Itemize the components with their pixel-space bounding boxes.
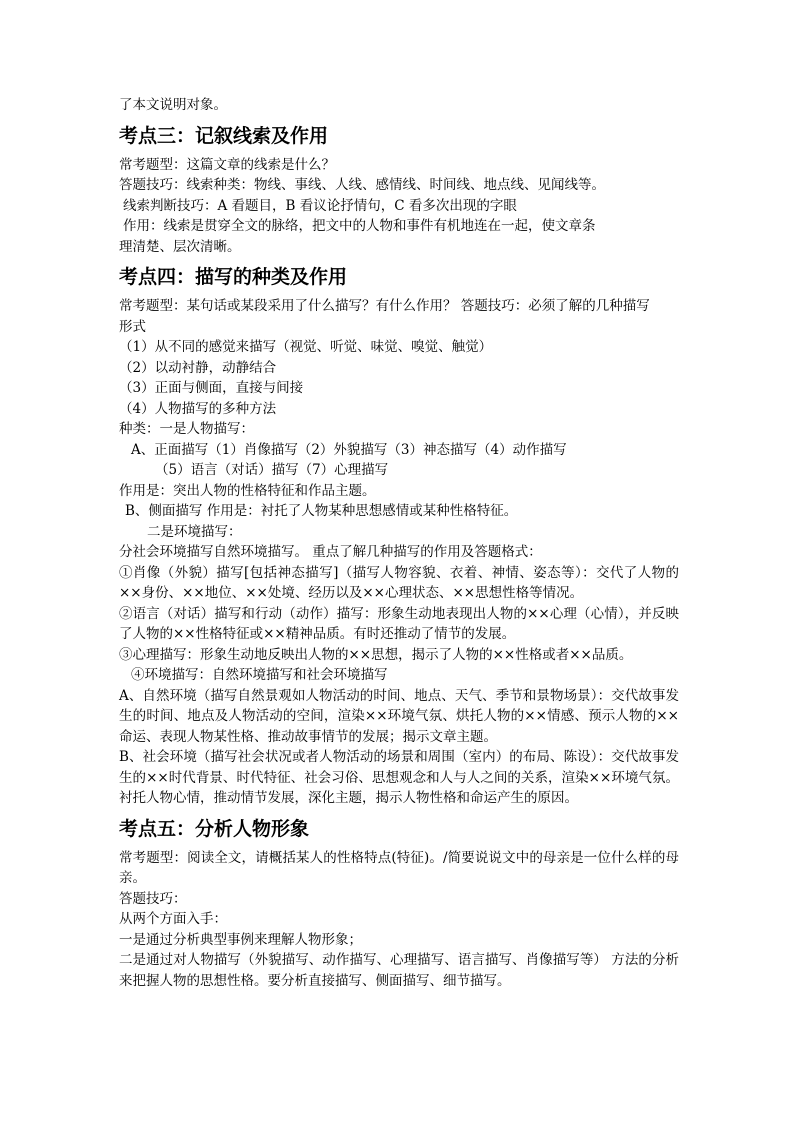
paragraph: ④环境描写：自然环境描写和社会环境描写	[131, 667, 388, 683]
paragraph: 答题技巧：线索种类：物线、事线、人线、感情线、时间线、地点线、见闻线等。	[119, 177, 605, 193]
paragraph: B、社会环境（描写社会状况或者人物活动的场景和周围（室内）的布局、陈设）：交代故事发生的××时代背景、时代特征、社会习俗、思想观念和人与人之间的关系，渲染××环境气氛。衬托人物心情，推动情节发展，深化主题，揭示人物性格和命运产生的原因。	[119, 749, 679, 806]
paragraph-continuation: 了本文说明对象。	[119, 97, 227, 113]
paragraph: 常考题型：阅读全文，请概括某人的性格特点(特征)。/简要说说文中的母亲是一位什么样的母亲。	[119, 849, 679, 886]
list-item: （3）正面与侧面，直接与间接	[119, 380, 304, 396]
paragraph: ②语言（对话）描写和行动（动作）描写：形象生动地表现出人物的××心理（心情），并反映了人物的××性格特征或××精神品质。有时还推动了情节的发展。	[119, 605, 679, 642]
paragraph: 常考题型：某句话或某段采用了什么描写？有什么作用？ 答题技巧：必须了解的几种描写	[119, 298, 650, 314]
paragraph: A、正面描写（1）肖像描写（2）外貌描写（3）神态描写（4）动作描写	[131, 441, 567, 458]
paragraph: 从两个方面入手：	[119, 911, 227, 927]
section-heading-5: 考点五：分析人物形象	[119, 817, 310, 840]
list-item: （2）以动衬静，动静结合	[119, 359, 277, 376]
paragraph: 理清楚、层次清晰。	[119, 238, 241, 255]
paragraph: B、侧面描写 作用是：衬托了人物某种思想感情或某种性格特征。	[125, 503, 518, 519]
list-item: （1）从不同的感觉来描写（视觉、听觉、味觉、嗅觉、触觉）	[119, 339, 493, 355]
section-heading-4: 考点四：描写的种类及作用	[119, 266, 348, 288]
paragraph: 作用是：突出人物的性格特征和作品主题。	[119, 482, 376, 499]
paragraph: 作用：线索是贯穿全文的脉络，把文中的人物和事件有机地连在一起，使文章条	[123, 218, 596, 234]
paragraph: 二是通过对人物描写（外貌描写、动作描写、心理描写、语言描写、肖像描写等） 方法的分析来把握人物的思想性格。要分析直接描写、侧面描写、细节描写。	[119, 952, 679, 989]
paragraph: 常考题型：这篇文章的线索是什么？	[119, 156, 335, 173]
list-item: （4）人物描写的多种方法	[119, 400, 277, 417]
paragraph: 形式	[119, 318, 146, 335]
paragraph: 一是通过分析典型事例来理解人物形象；	[119, 931, 362, 948]
paragraph: 二是环境描写：	[147, 523, 242, 540]
paragraph: ③心理描写：形象生动地反映出人物的××思想，揭示了人物的××性格或者××品质。	[119, 646, 633, 663]
paragraph: （5）语言（对话）描写（7）心理描写	[155, 462, 389, 478]
paragraph: 答题技巧：	[119, 890, 187, 907]
document-page	[119, 95, 679, 991]
paragraph: ①肖像（外貌）描写[包括神态描写]（描写人物容貌、衣着、神情、姿态等）：交代了人物的××身份、××地位、××处境、经历以及××心理状态、××思想性格等情况。	[119, 564, 679, 601]
paragraph: 种类：一是人物描写：	[119, 421, 254, 437]
paragraph: A、自然环境（描写自然景观如人物活动的时间、地点、天气、季节和景物场景）：交代故事发生的时间、地点及人物活动的空间，渲染××环境气氛、烘托人物的××情感、预示人物的××命运、表现人物某性格、推动故事情节的发展；揭示文章主题。	[119, 687, 679, 745]
paragraph: 分社会环境描写自然环境描写。 重点了解几种描写的作用及答题格式：	[119, 544, 542, 560]
paragraph: 线索判断技巧：A 看题目，B 看议论抒情句，C 看多次出现的字眼	[123, 197, 517, 214]
section-heading-3: 考点三：记叙线索及作用	[119, 124, 329, 147]
